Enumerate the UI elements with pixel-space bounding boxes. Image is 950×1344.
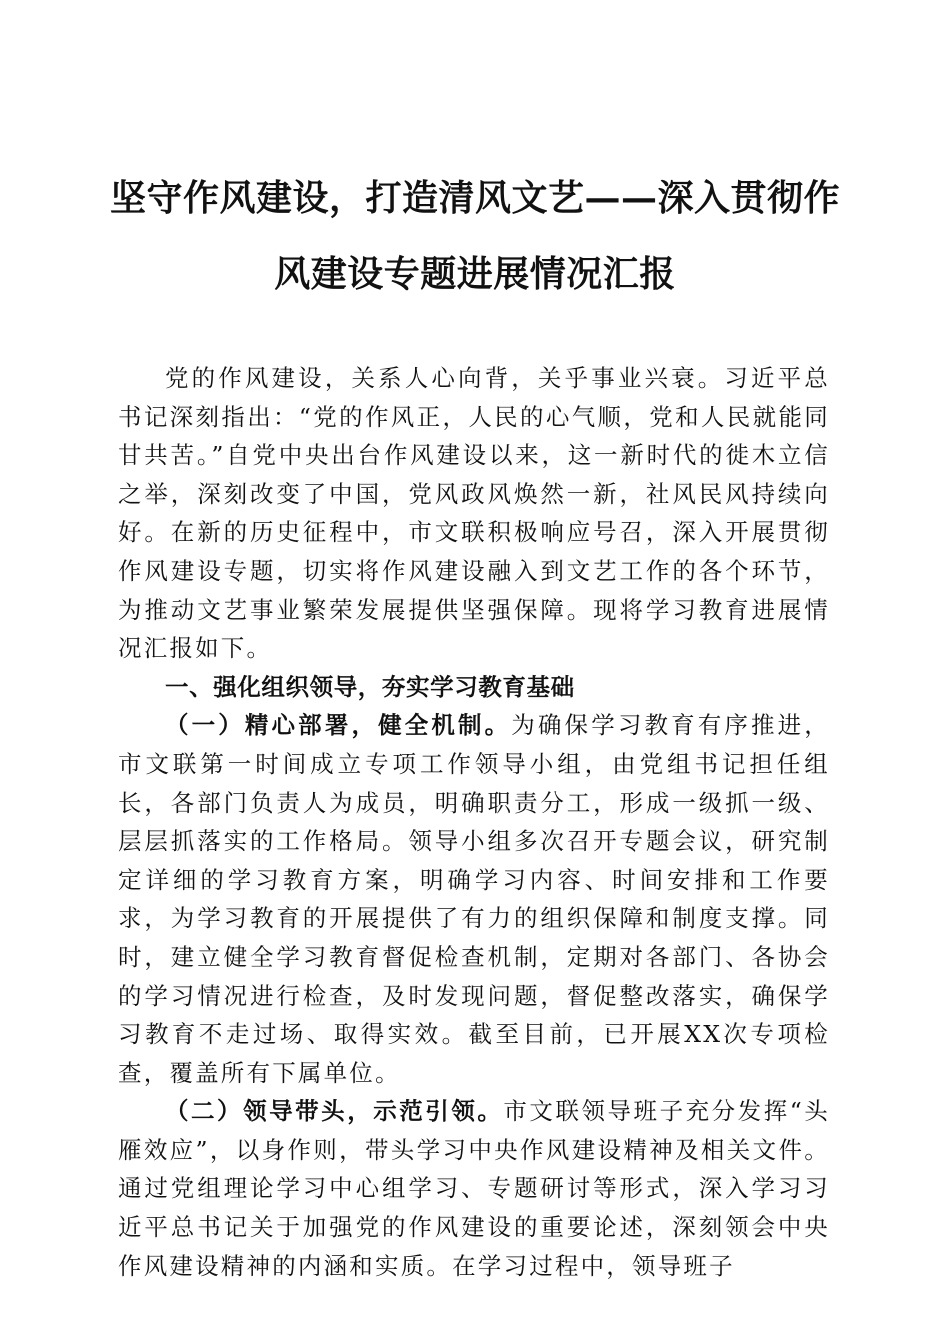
subsection-paragraph-1: [118, 706, 830, 1092]
section-heading-1: 一、强化组织领导，夯实学习教育基础: [165, 672, 575, 701]
intro-paragraph-text: 党的作风建设，关系人心向背，关乎事业兴衰。习近平总书记深刻指出：“党的作风正，人民的心气顺，党和人民就能同甘共苦。”自党中央出台作风建设以来，这一新时代的徙木立信之举，深刻改变了中国，党风政风焕然一新，社风民风持续向好。在新的历史征程中，市文联积极响应号召，深入开展贯彻作风建设专题，切实将作风建设融入到文艺工作的各个环节，为推动文艺事业繁荣发展提供坚强保障。现将学习教育进展情况汇报如下。: [118, 364, 830, 663]
subsection-lead-2: （二）领导带头，示范引领。: [165, 1097, 504, 1126]
subsection-text-1: 为确保学习教育有序推进，市文联第一时间成立专项工作领导小组，由党组书记担任组长，各部门负责人为成员，明确职责分工，形成一级抓一级、层层抓落实的工作格局。领导小组多次召开专题会议，研究制定详细的学习教育方案，明确学习内容、时间安排和工作要求，为学习教育的开展提供了有力的组织保障和制度支撑。同时，建立健全学习教育督促检查机制，定期对各部门、各协会的学习情况进行检查，及时发现问题，督促整改落实，确保学习教育不走过场、取得实效。截至目前，已开展XX次专项检查，覆盖所有下属单位。: [118, 711, 830, 1087]
subsection-paragraph-2: [118, 1092, 830, 1285]
intro-paragraph: [118, 359, 830, 668]
subsection-lead-1: （一）精心部署，健全机制。: [165, 711, 512, 740]
document-title: 坚守作风建设，打造清风文艺——深入贯彻作风建设专题进展情况汇报: [110, 177, 841, 295]
subsection-text-2: 市文联领导班子充分发挥“头雁效应”，以身作则，带头学习中央作风建设精神及相关文件。通过党组理论学习中心组学习、专题研讨等形式，深入学习习近平总书记关于加强党的作风建设的重要论述，深刻领会中央作风建设精神的内涵和实质。在学习过程中，领导班子: [118, 1097, 830, 1280]
document-body: [118, 359, 830, 1285]
